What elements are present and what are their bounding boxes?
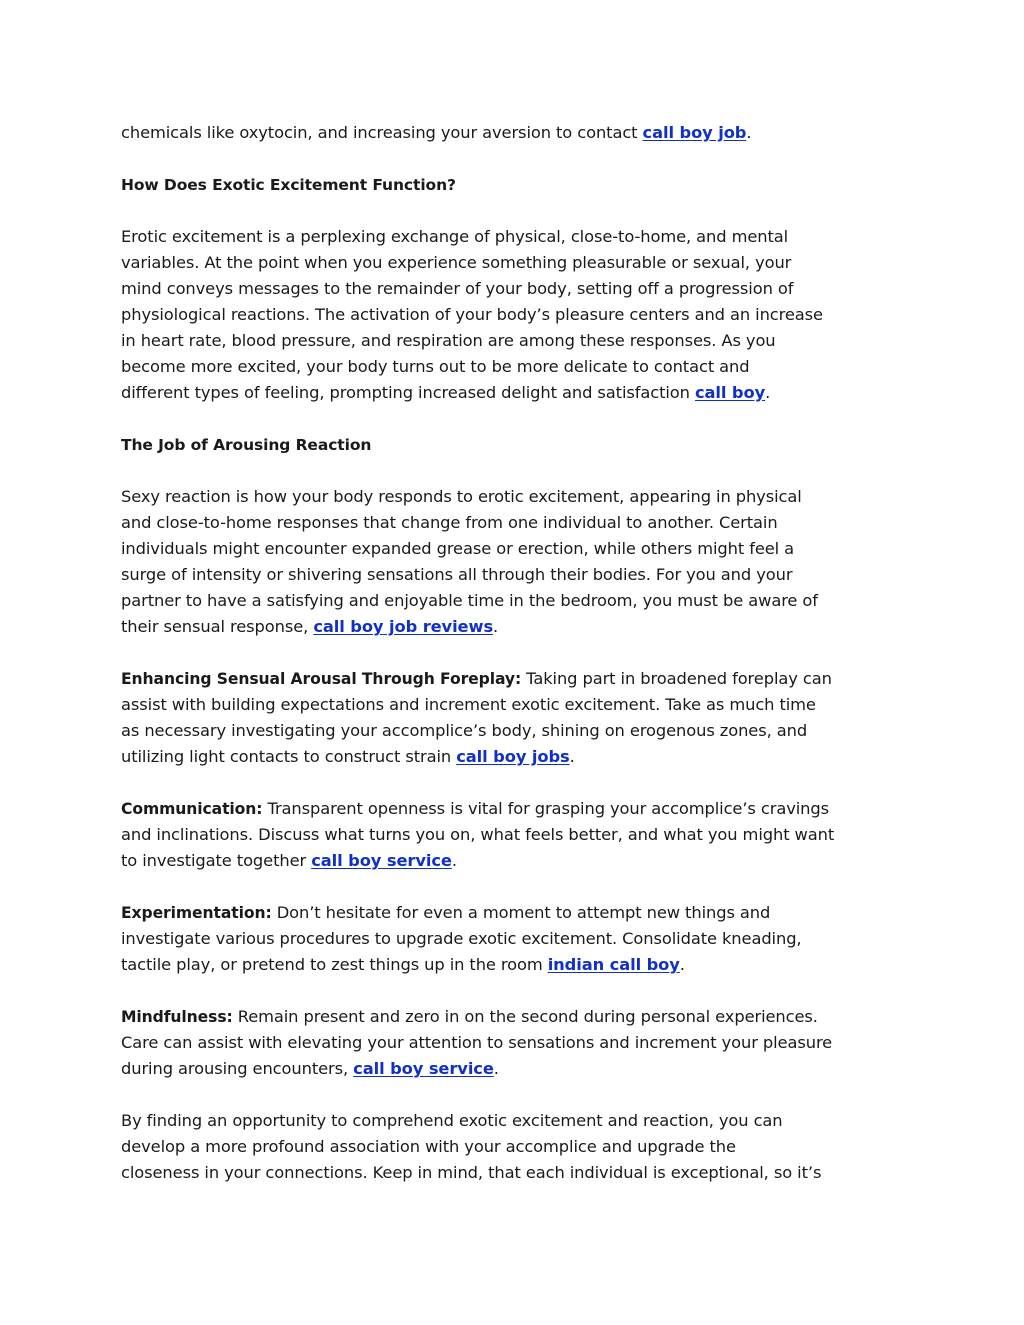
call-boy-service-link[interactable]: call boy service — [311, 851, 452, 870]
paragraph-line — [121, 848, 911, 874]
paragraph-line: variables. At the point when you experience something pleasurable or sexual, your — [121, 253, 792, 272]
punctuation: . — [746, 123, 752, 142]
paragraph-text: Transparent openness is vital for grasping your accomplice’s cravings — [262, 799, 829, 818]
paragraph-line: Sexy reaction is how your body responds to erotic excitement, appearing in physical — [121, 487, 802, 506]
paragraph-text: Remain present and zero in on the second during personal experiences. — [232, 1007, 818, 1026]
paragraph-line — [121, 614, 911, 640]
paragraph-line: as necessary investigating your accomplice’s body, shining on erogenous zones, and — [121, 721, 808, 740]
paragraph-text: different types of feeling, prompting increased delight and satisfaction — [121, 383, 695, 402]
paragraph-line: individuals might encounter expanded grease or erection, while others might feel a — [121, 539, 795, 558]
paragraph-text: Taking part in broadened foreplay can — [521, 669, 832, 688]
paragraph-line: mind conveys messages to the remainder of your body, setting off a progression of — [121, 279, 794, 298]
punctuation: . — [493, 1059, 499, 1078]
paragraph-line — [121, 1056, 911, 1082]
call-boy-link[interactable]: call boy — [694, 383, 766, 402]
paragraph-text: to investigate together — [121, 851, 312, 870]
paragraph-line: By finding an opportunity to comprehend exotic excitement and reaction, you can — [121, 1111, 783, 1130]
paragraph-line: and inclinations. Discuss what turns you on, what feels better, and what you might want — [121, 825, 835, 844]
call-boy-service-link[interactable]: call boy service — [353, 1059, 494, 1078]
punctuation: . — [493, 617, 499, 636]
paragraph-text: Don’t hesitate for even a moment to attempt new things and — [271, 903, 771, 922]
paragraph-line: assist with building expectations and increment exotic excitement. Take as much time — [121, 695, 816, 714]
paragraph-line — [121, 952, 911, 978]
paragraph-line — [121, 380, 911, 406]
paragraph-text: their sensual response, — [121, 617, 314, 636]
paragraph-line — [121, 900, 911, 926]
paragraph-communication — [121, 796, 911, 874]
paragraph-experimentation — [121, 900, 911, 978]
paragraph-line: develop a more profound association with your accomplice and upgrade the — [121, 1137, 736, 1156]
paragraph-line — [121, 666, 911, 692]
paragraph-line — [121, 796, 911, 822]
paragraph-line — [121, 120, 911, 146]
paragraph-erotic-excitement — [121, 224, 911, 406]
paragraph-conclusion — [121, 1108, 911, 1186]
section-heading-arousing-reaction: The Job of Arousing Reaction — [121, 436, 372, 454]
paragraph-line: physiological reactions. The activation of your body’s pleasure centers and an increase — [121, 305, 823, 324]
paragraph-line: and close-to-home responses that change from one individual to another. Certain — [121, 513, 778, 532]
call-boy-job-reviews-link[interactable]: call boy job reviews — [313, 617, 494, 636]
paragraph-line: closeness in your connections. Keep in mind, that each individual is exceptional, so it’s — [121, 1163, 822, 1182]
punctuation: . — [679, 955, 685, 974]
lead-term: Enhancing Sensual Arousal Through Foreplay: — [121, 670, 522, 688]
indian-call-boy-link[interactable]: indian call boy — [547, 955, 680, 974]
paragraph-line: Erotic excitement is a perplexing exchange of physical, close-to-home, and mental — [121, 227, 789, 246]
paragraph-line: become more excited, your body turns out to be more delicate to contact and — [121, 357, 750, 376]
punctuation: . — [451, 851, 457, 870]
paragraph-foreplay — [121, 666, 911, 770]
paragraph-text: utilizing light contacts to construct strain — [121, 747, 457, 766]
section-heading-exotic-excitement: How Does Exotic Excitement Function? — [121, 176, 456, 194]
punctuation: . — [569, 747, 575, 766]
paragraph-line — [121, 744, 911, 770]
paragraph-text: chemicals like oxytocin, and increasing your aversion to contact — [121, 123, 643, 142]
paragraph-line: Care can assist with elevating your attention to sensations and increment your pleasure — [121, 1033, 833, 1052]
lead-term: Communication: — [121, 800, 263, 818]
paragraph-line — [121, 1004, 911, 1030]
lead-term: Experimentation: — [121, 904, 272, 922]
lead-term: Mindfulness: — [121, 1008, 233, 1026]
document-page — [121, 120, 911, 1186]
paragraph-line: in heart rate, blood pressure, and respiration are among these responses. As you — [121, 331, 776, 350]
paragraph-text: during arousing encounters, — [121, 1059, 354, 1078]
paragraph-text: tactile play, or pretend to zest things up in the room — [121, 955, 548, 974]
call-boy-job-link[interactable]: call boy job — [642, 123, 747, 142]
call-boy-jobs-link[interactable]: call boy jobs — [456, 747, 570, 766]
paragraph-line: investigate various procedures to upgrade exotic excitement. Consolidate kneading, — [121, 929, 802, 948]
paragraph-sexy-reaction — [121, 484, 911, 640]
punctuation: . — [765, 383, 771, 402]
paragraph-line: partner to have a satisfying and enjoyable time in the bedroom, you must be aware of — [121, 591, 818, 610]
paragraph-line: surge of intensity or shivering sensations all through their bodies. For you and your — [121, 565, 793, 584]
paragraph-mindfulness — [121, 1004, 911, 1082]
